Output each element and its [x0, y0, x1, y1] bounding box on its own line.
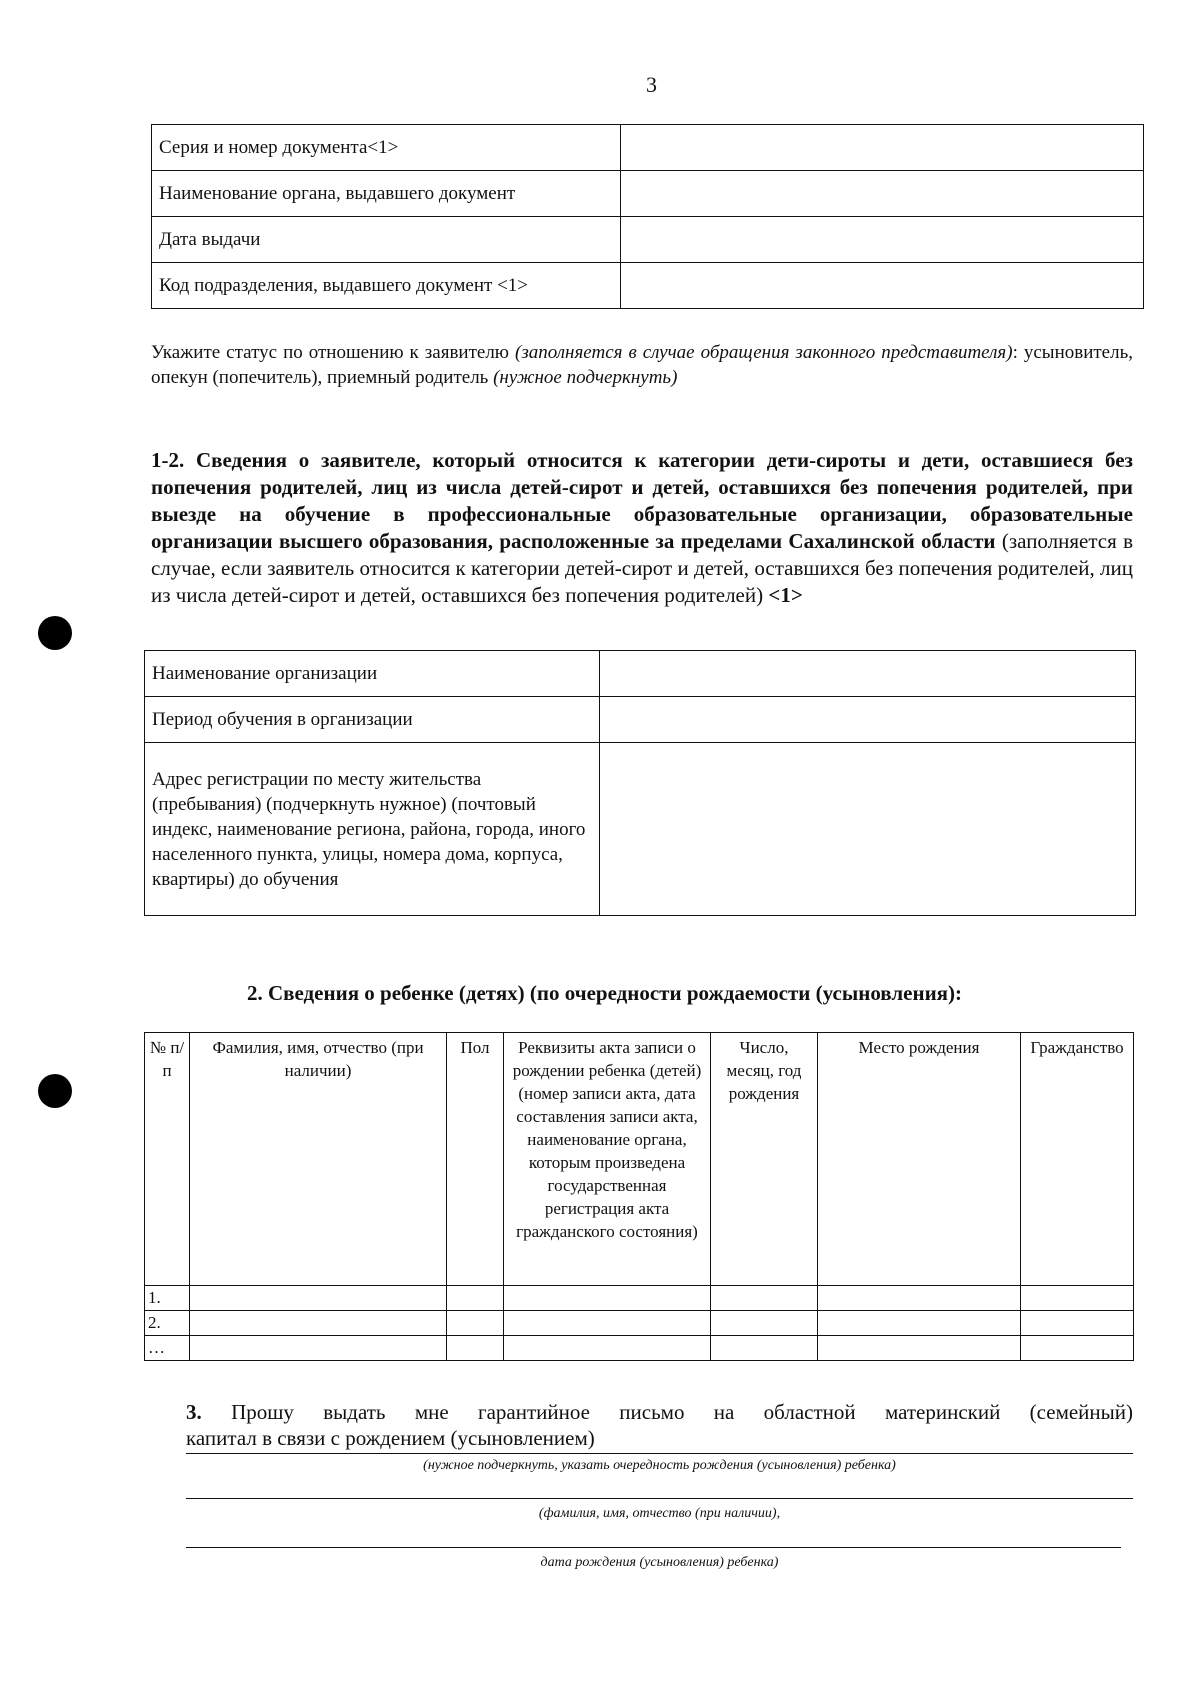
study-period-field[interactable]	[600, 697, 1136, 743]
study-period-label: Период обучения в организации	[145, 697, 600, 743]
table-row	[145, 1311, 1134, 1336]
cell-birth-record[interactable]	[504, 1286, 711, 1311]
section-3-text: Прошу выдать мне гарантийное письмо на областной материнский (семейный)	[201, 1400, 1133, 1424]
cell-birth-record[interactable]	[504, 1311, 711, 1336]
col-header-num: № п/п	[145, 1033, 190, 1286]
caption-birth-order: (нужное подчеркнуть, указать очередность рождения (усыновления) ребенка)	[423, 1458, 896, 1473]
section-3-line2: капитал в связи с рождением (усыновлением)	[186, 1426, 595, 1450]
section-1-2	[151, 447, 1133, 609]
fill-line-2[interactable]	[186, 1498, 1133, 1499]
issue-date-label: Дата выдачи	[152, 217, 621, 263]
col-header-citizenship: Гражданство	[1021, 1033, 1134, 1286]
punch-hole-icon	[38, 1074, 72, 1108]
cell-birth-place[interactable]	[818, 1311, 1021, 1336]
col-header-birth-date: Число, месяц, год рождения	[711, 1033, 818, 1286]
row-number: 2.	[145, 1311, 190, 1336]
table-row	[145, 1336, 1134, 1361]
document-table	[151, 124, 1144, 309]
status-note: (заполняется в случае обращения законного представителя)	[515, 342, 1013, 363]
division-code-field[interactable]	[621, 263, 1144, 309]
cell-birth-date[interactable]	[711, 1336, 818, 1361]
status-text-1: Укажите статус по отношению к заявителю	[151, 342, 515, 363]
org-name-field[interactable]	[600, 651, 1136, 697]
page-number: 3	[646, 72, 657, 97]
fill-line-1[interactable]	[186, 1453, 1133, 1454]
cell-birth-date[interactable]	[711, 1311, 818, 1336]
section-1-2-heading: 1-2. Сведения о заявителе, который относится к категории дети-сироты и дети, оставшиеся без попечения родителей, лиц из числа детей-сирот и детей, оставшихся без попечения родителей, при выезде на обучение в профессиональные образовательные организации, образовательные организации высшего образования, расположенные за пределами Сахалинской области	[151, 448, 1133, 553]
table-row	[152, 263, 1144, 309]
cell-birth-record[interactable]	[504, 1336, 711, 1361]
issuing-authority-label: Наименование органа, выдавшего документ	[152, 171, 621, 217]
issuing-authority-field[interactable]	[621, 171, 1144, 217]
table-row	[145, 743, 1136, 916]
col-header-sex: Пол	[447, 1033, 504, 1286]
col-header-birth-place: Место рождения	[818, 1033, 1021, 1286]
address-field[interactable]	[600, 743, 1136, 916]
row-number: …	[145, 1336, 190, 1361]
cell-citizenship[interactable]	[1021, 1311, 1134, 1336]
row-number: 1.	[145, 1286, 190, 1311]
organization-table	[144, 650, 1136, 916]
caption-child-name: (фамилия, имя, отчество (при наличии),	[538, 1506, 781, 1521]
org-name-label: Наименование организации	[145, 651, 600, 697]
cell-birth-date[interactable]	[711, 1286, 818, 1311]
section-2-title: 2. Сведения о ребенке (детях) (по очередности рождаемости (усыновления):	[247, 981, 963, 1005]
cell-fullname[interactable]	[190, 1336, 447, 1361]
cell-fullname[interactable]	[190, 1311, 447, 1336]
cell-sex[interactable]	[447, 1311, 504, 1336]
section-1-2-ref: <1>	[768, 583, 803, 607]
table-row	[152, 125, 1144, 171]
cell-birth-place[interactable]	[818, 1336, 1021, 1361]
table-row	[145, 697, 1136, 743]
cell-sex[interactable]	[447, 1336, 504, 1361]
punch-hole-icon	[38, 616, 72, 650]
table-row	[145, 1286, 1134, 1311]
caption-child-birthdate: дата рождения (усыновления) ребенка)	[540, 1555, 779, 1570]
table-row	[145, 651, 1136, 697]
section-3-number: 3.	[186, 1400, 202, 1424]
cell-birth-place[interactable]	[818, 1286, 1021, 1311]
status-options: : усыновитель, опекун (попечитель), приемный родитель	[151, 342, 1134, 388]
doc-series-label: Серия и номер документа<1>	[152, 125, 621, 171]
section-1-2-note: (заполняется в случае, если заявитель относится к категории детей-сирот и детей, оставшихся без попечения родителей, лиц из числа детей-сирот и детей, оставшихся без попечения родителей)	[151, 529, 1133, 607]
cell-sex[interactable]	[447, 1286, 504, 1311]
table-row	[152, 171, 1144, 217]
children-table	[144, 1032, 1134, 1361]
col-header-birth-record: Реквизиты акта записи о рождении ребенка (детей) (номер записи акта, дата составления записи акта, наименование органа, которым произведена государственная регистрация акта гражданского состояния)	[504, 1033, 711, 1286]
section-3-line1	[186, 1400, 1133, 1425]
status-hint: (нужное подчеркнуть)	[493, 367, 678, 388]
table-header-row	[145, 1033, 1134, 1286]
status-paragraph	[151, 340, 1133, 390]
address-label: Адрес регистрации по месту жительства (пребывания) (подчеркнуть нужное) (почтовый индекс, наименование региона, района, города, иного населенного пункта, улицы, номера дома, корпуса, квартиры) до обучения	[145, 743, 600, 916]
division-code-label: Код подразделения, выдавшего документ <1>	[152, 263, 621, 309]
issue-date-field[interactable]	[621, 217, 1144, 263]
cell-fullname[interactable]	[190, 1286, 447, 1311]
fill-line-3[interactable]	[186, 1547, 1121, 1548]
cell-citizenship[interactable]	[1021, 1286, 1134, 1311]
col-header-fullname: Фамилия, имя, отчество (при наличии)	[190, 1033, 447, 1286]
table-row	[152, 217, 1144, 263]
cell-citizenship[interactable]	[1021, 1336, 1134, 1361]
doc-series-field[interactable]	[621, 125, 1144, 171]
